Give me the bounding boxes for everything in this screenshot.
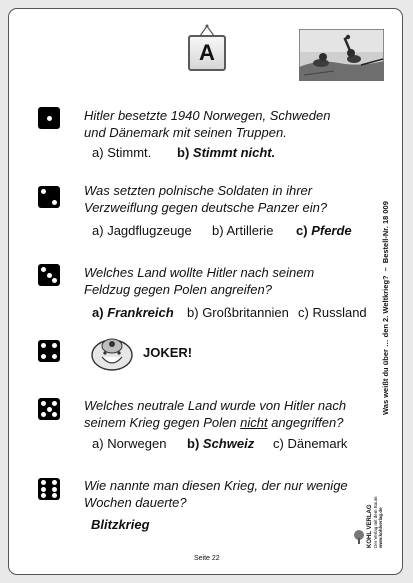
dice-one-icon <box>38 107 60 129</box>
q5-answer-b: b) Schweiz <box>187 436 255 451</box>
logo-line-1: KOHL VERLAG <box>367 504 373 548</box>
page-number: Seite 22 <box>194 555 220 562</box>
q6-answer: Blitzkrieg <box>91 517 150 532</box>
joker-icon <box>90 333 134 373</box>
logo-line-3: www.kohlverlag.de <box>378 507 383 548</box>
side-title: Was weißt du über … den 2. Weltkrieg?–Bestell-Nr. 18 009 <box>381 201 390 415</box>
q3-answer-b: b) Großbritannien <box>187 305 289 320</box>
dice-five-icon <box>38 398 60 420</box>
joker-label: JOKER! <box>143 345 193 360</box>
dice-two-icon <box>38 186 60 208</box>
q5-answer-c: c) Dänemark <box>273 436 348 451</box>
side-book-title: Was weißt du über … den 2. Weltkrieg? <box>381 275 390 415</box>
q2-answer-c: c) Pferde <box>296 223 352 238</box>
dice-three-icon <box>38 264 60 286</box>
question-6-text: Wie nannte man diesen Krieg, der nur wenige Wochen dauerte? <box>84 478 348 510</box>
q3-answer-a: a) Frankreich <box>92 305 174 320</box>
dice-four-icon <box>38 340 60 362</box>
q2-answer-b: b) Artillerie <box>212 223 274 238</box>
question-1-text: Hitler besetzte 1940 Norwegen, Schweden und Dänemark mit seinen Truppen. <box>84 108 331 140</box>
q2-answer-a: a) Jagdflugzeuge <box>92 223 192 238</box>
question-5-text: Welches neutrale Land wurde von Hitler nach seinem Krieg gegen Polen nicht angegriffen? <box>84 398 347 430</box>
side-order-number: Bestell-Nr. 18 009 <box>381 201 390 264</box>
q5-answer-a: a) Norwegen <box>92 436 167 451</box>
q1-answer-b: b) Stimmt nicht. <box>177 145 276 160</box>
question-2-text: Was setzten polnische Soldaten in ihrer Verzweiflung gegen deutsche Panzer ein? <box>84 183 328 215</box>
question-3-text: Welches Land wollte Hitler nach seinem Feldzug gegen Polen angreifen? <box>84 265 315 297</box>
logo-line-2: Der Verlag mit dem Baum <box>373 496 378 548</box>
section-sign: A <box>188 35 226 71</box>
tree-icon <box>352 530 366 544</box>
q3-answer-c: c) Russland <box>298 305 367 320</box>
dice-six-icon <box>38 478 60 500</box>
soldiers-photo <box>299 29 384 81</box>
q1-answer-a: a) Stimmt. <box>92 145 152 160</box>
publisher-logo <box>352 490 383 550</box>
